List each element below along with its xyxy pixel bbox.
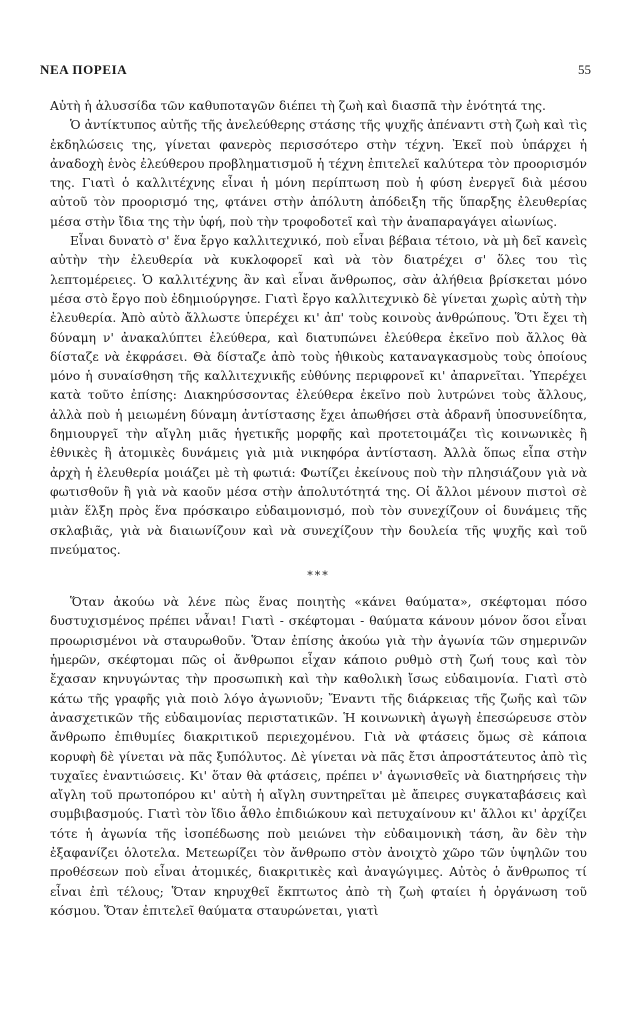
paragraph: Εἶναι δυνατὸ σ' ἕνα ἔργο καλλιτεχνικό, ποὺ εἶναι βέβαια τέτοιο, νὰ μὴ δεῖ κανεὶς αὐτὴν τὴν ἐλευθερία νὰ κυκλοφορεῖ καὶ νὰ τὸν διατρέχει σ' ὅλες του τὶς λεπτομέρειες. Ὁ καλλιτέχνης ἂν καὶ εἶναι ἄνθρωπος, σὰν ἀλήθεια βρίσκεται μόνο μέσα στὸ ἔργο ποὺ ἐδημιούργησε. Γιατὶ ἔργο καλλιτεχνικὸ δὲ γίνεται χωρὶς αὐτὴ τὴν ἐλευθερία. Ἀπὸ αὐτὸ ἄλλωστε ὑπερέχει κι' ἀπ' τοὺς κοινοὺς ἀνθρώπους. Ὅτι ἔχει τὴ δύναμη ν' ἀνακαλύπτει ἐλεύθερα, καὶ διατυπώνει ἐλεύθερα ἐκεῖνο ποὺ ἄλλος θὰ δίσταζε νὰ ἐκφράσει. Θὰ δίσταζε ἀπὸ τοὺς ἠθικοὺς καταναγκασμοὺς τοὺς ὁποίους μόνο ἡ συναίσθηση τῆς καλλιτεχνικῆς εὐθύνης περιφρονεῖ κι' ἀπαρνεῖται. Ὑπερέχει κατὰ τοῦτο ἐπίσης: Διακηρύσσοντας ἐλεύθερα ἐκεῖνο ποὺ λυτρώνει τοὺς ἄλλους, ἀλλὰ ποὺ ἡ μειωμένη δύναμη ἀντίστασης ἔχει ἀπωθήσει στὰ ἀδρανῆ ὑποσυνείδητα, δημιουργεῖ τὴν αἴγλη μιᾶς ἡγετικῆς μορφῆς καὶ προτετοιμάζει τὶς κοινωνικὲς ἢ ἐθνικὲς ἢ ἀτομικὲς δυνάμεις γιὰ μιὰ νικηφόρα ἀντίσταση. Ἀλλὰ ὅπως εἶπα στὴν ἀρχὴ ἡ ἐλευθερία μοιάζει μὲ τὴ φωτιά: Φωτίζει ἐκείνους ποὺ τὴν πλησιάζουν γιὰ νὰ φωτισθοῦν ἢ γιὰ νὰ καοῦν μέσα στὴν ἀπολυτότητά της. Οἱ ἄλλοι μένουν πιστοὶ σὲ μιὰν ἕλξη πρὸς ἕνα πρόσκαιρο εὐδαιμονισμό, ποὺ τὸν συνεχίζουν οἱ δυνάμεις τῆς σκλαβιᾶς, γιὰ νὰ διαιωνίζουν καὶ νὰ συνεχίζουν τὴν δουλεία τῆς ψυχῆς καὶ τοῦ πνεύματος. [50, 234, 587, 557]
section-separator: *** [307, 569, 330, 583]
journal-title: ΝΕΑ ΠΟΡΕΙΑ [40, 62, 128, 77]
article-body [50, 97, 587, 921]
page-header [40, 62, 591, 78]
paragraph: Ὁ ἀντίκτυπος αὐτῆς τῆς ἀνελεύθερης στάσης τῆς ψυχῆς ἀπέναντι στὴ ζωὴ καὶ τὶς ἐκδηλώσεις της, γίνεται φανερὸς περισσότερο στὴν τέχνη. Ἐκεῖ ποὺ ὑπάρχει ἡ ἀναδοχὴ ἑνὸς ἐλεύθερου προβληματισμοῦ ἡ τέχνη ἐπιτελεῖ καλύτερα τὸν προορισμόν της. Γιατὶ ὁ καλλιτέχνης εἶναι ἡ μόνη περίπτωση ποὺ ἡ φύση ἐνεργεῖ διὰ μέσου αὐτοῦ τὸν προορισμό της, φτάνει στὴν ἀπόλυτη ἀπόδειξη τῆς ὕπαρξης ἐλευθερίας μέσα στὴν ἴδια της τὴν ὑφή, ποὺ τὴν τροφοδοτεῖ καὶ τὴν ἀναπαραγάγει αἰωνίως. [50, 118, 587, 229]
paragraph: Ὅταν ἀκούω νὰ λένε πὼς ἕνας ποιητὴς «κάνει θαύματα», σκέφτομαι πόσο δυστυχισμένος πρέπει νἆναι! Γιατὶ - σκέφτομαι - θαύματα κάνουν μόνον ὅσοι εἶναι προωρισμένοι νὰ σταυρωθοῦν. Ὅταν ἐπίσης ἀκούω γιὰ τὴν ἀγωνία τῶν σημερινῶν ἡμερῶν, σκέφτομαι πῶς οἱ ἄνθρωποι εἶχαν κάποιο ρυθμὸ στὴ ζωή τους καὶ τὸν ἔχασαν κηνυγώντας τὴν προσωπικὴ καὶ τὴν καθολικὴ ἴσως εὐδαιμονία. Γιατὶ στὸ κάτω τῆς γραφῆς γιὰ ποιὸ λόγο ἀγωνιοῦν; Ἔναντι τῆς διάρκειας τῆς ζωῆς καὶ τῶν ἀνασχετικῶν τῆς εὐδαιμονίας περιστατικῶν. Ἡ κοινωνικὴ ἀγωγὴ ἐπεσώρευσε στὸν ἄνθρωπο ἐπιθυμίες διακριτικοῦ περιεχομένου. Γιὰ νὰ φτάσεις ὅμως σὲ κάποια κορυφὴ δὲ γίνεται νὰ πᾶς ξυπόλυτος. Δὲ γίνεται νὰ πᾶς ἔτσι ἀπροστάτευτος ἀπὸ τὶς τυχαῖες ἐναντιώσεις. Κι' ὅταν θὰ φτάσεις, πρέπει ν' ἀγωνισθεῖς νὰ διατηρήσεις τὴν αἴγλη τοῦ πρωτοπόρου κι' αὐτὴ ἡ αἴγλη συντηρεῖται μὲ ἄπειρες συγκαταβάσεις καὶ συμβιβασμούς. Γιατὶ τὸν ἴδιο ἆθλο ἐπιδιώκουν καὶ πετυχαίνουν κι' ἄλλοι κι' ἀρχίζει τότε ἡ ἀγωνία τῆς ἰσοπέδωσης ποὺ μειώνει τὴν εὐδαιμονικὴ τάση, ἂν δὲν τὴν ἐξαφανίζει ὁλοτελα. Μετεωρίζει τὸν ἄνθρωπο στὸν ἀνοιχτὸ χῶρο τῶν ὑψηλῶν του προθέσεων ποὺ εἶναι ἀτομικές, διακριτικὲς καὶ ἀναγώγιμες. Αὐτὸς ὁ ἄνθρωπος τί εἶναι ἐπὶ τέλους; Ὅταν κηρυχθεῖ ἔκπτωτος ἀπὸ τὴ ζωὴ φταίει ἡ ὀργάνωση τοῦ κόσμου. Ὅταν ἐπιτελεῖ θαύματα σταυρώνεται, γιατὶ [50, 595, 587, 918]
paragraph: Αὐτὴ ἡ ἁλυσσίδα τῶν καθυποταγῶν διέπει τὴ ζωὴ καὶ διασπᾶ τὴν ἑνότητά της. [50, 99, 546, 113]
page-number: 55 [578, 62, 591, 77]
